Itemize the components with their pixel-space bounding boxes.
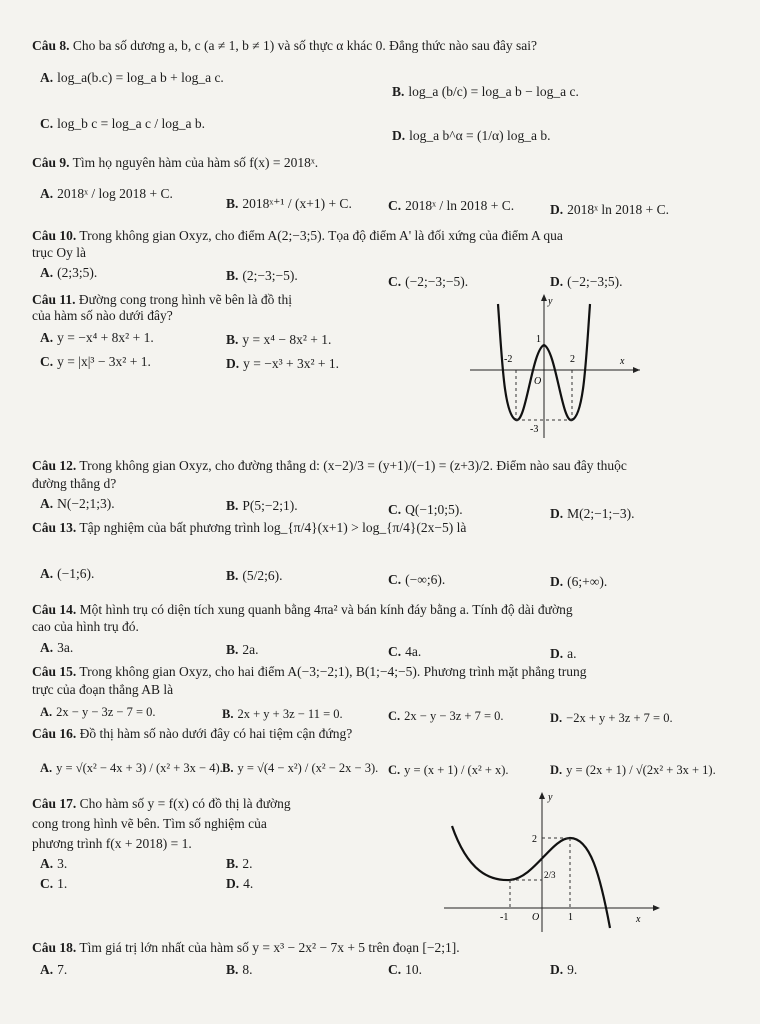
q12-option-a[interactable]: A. N(−2;1;3). (40, 496, 115, 511)
question-12 (32, 458, 627, 474)
x-axis-label: x (620, 356, 625, 367)
q12-option-c[interactable]: C. Q(−1;0;5). (388, 502, 463, 517)
tick-y-2: 2 (532, 834, 537, 845)
q14-option-a[interactable]: A. 3a. (40, 640, 74, 655)
q16-option-b[interactable]: B. y = √(4 − x²) / (x² − 2x − 3). (222, 761, 379, 775)
q10-option-d[interactable]: D. (−2;−3;5). (550, 274, 623, 289)
q13-option-d[interactable]: D. (6;+∞). (550, 574, 608, 589)
tick-neg3: -3 (530, 424, 539, 435)
question-13-text: Tập nghiệm của bất phương trình log_{π/4}(x+1) > log_{π/4}(2x−5) là (79, 520, 467, 535)
question-17-text-cont2: phương trình f(x + 2018) = 1. (32, 836, 192, 851)
q11-option-c[interactable]: C. y = |x|³ − 3x² + 1. (40, 354, 151, 369)
q11-option-b[interactable]: B. y = x⁴ − 8x² + 1. (226, 332, 332, 347)
q18-option-c[interactable]: C. 10. (388, 962, 422, 977)
y-axis-arrow-icon (539, 792, 545, 799)
question-9-number: Câu 9. (32, 155, 70, 170)
question-16 (32, 726, 352, 742)
tick-neg2: -2 (504, 354, 513, 365)
tick-2: 2 (570, 354, 575, 365)
x-axis-arrow-icon (633, 367, 640, 373)
q11-option-a[interactable]: A. y = −x⁴ + 8x² + 1. (40, 330, 154, 345)
q13-option-b[interactable]: B. (5/2;6). (226, 568, 283, 583)
question-13-number: Câu 13. (32, 520, 77, 535)
tick-x-1: 1 (568, 912, 573, 923)
tick-x-neg1: -1 (500, 912, 509, 923)
question-15-number: Câu 15. (32, 664, 77, 679)
q8-option-d[interactable]: D. log_a b^α = (1/α) log_a b. (392, 128, 551, 143)
q15-option-a[interactable]: A. 2x − y − 3z − 7 = 0. (40, 705, 156, 719)
y-axis-label: y (548, 296, 553, 307)
q15-option-b[interactable]: B. 2x + y + 3z − 11 = 0. (222, 707, 343, 721)
q13-option-a[interactable]: A. (−1;6). (40, 566, 95, 581)
q11-quartic-graph (470, 290, 650, 440)
q12-option-d[interactable]: D. M(2;−1;−3). (550, 506, 635, 521)
q12-option-b[interactable]: B. P(5;−2;1). (226, 498, 298, 513)
question-16-text: Đồ thị hàm số nào dưới đây có hai tiệm cận đứng? (79, 726, 353, 741)
q8-option-c[interactable]: C. log_b c = log_a c / log_a b. (40, 116, 205, 131)
question-10 (32, 228, 563, 244)
question-17-text: Cho hàm số y = f(x) có đồ thị là đường (79, 796, 291, 811)
question-15-text: Trong không gian Oxyz, cho hai điểm A(−3;−2;1), B(1;−4;−5). Phương trình mặt phẳng trung (79, 664, 587, 679)
q13-option-c[interactable]: C. (−∞;6). (388, 572, 446, 587)
q17-cubic-graph (440, 786, 670, 934)
origin-label: O (534, 376, 542, 387)
question-14 (32, 602, 573, 618)
q16-option-d[interactable]: D. y = (2x + 1) / √(2x² + 3x + 1). (550, 763, 716, 777)
q18-option-b[interactable]: B. 8. (226, 962, 253, 977)
question-12-text-cont: đường thẳng d? (32, 476, 117, 491)
cubic-curve (452, 826, 610, 928)
x-axis-label: x (636, 914, 641, 925)
question-15-text-cont: trực của đoạn thẳng AB là (32, 682, 174, 697)
question-10-text: Trong không gian Oxyz, cho điểm A(2;−3;5). Tọa độ điểm A' là đối xứng của điểm A qua (79, 228, 563, 243)
question-11 (32, 292, 292, 308)
q8-option-a[interactable]: A. log_a(b.c) = log_a b + log_a c. (40, 70, 224, 85)
tick-1: 1 (536, 334, 541, 345)
question-8 (32, 38, 537, 54)
q9-option-a[interactable]: A. 2018ˣ / log 2018 + C. (40, 186, 173, 201)
question-17-text-cont: cong trong hình vẽ bên. Tìm số nghiệm của (32, 816, 267, 831)
question-12-text: Trong không gian Oxyz, cho đường thẳng d: (x−2)/3 = (y+1)/(−1) = (z+3)/2. Điểm nào sau đây thuộc (79, 458, 627, 473)
question-18-number: Câu 18. (32, 940, 77, 955)
question-10-number: Câu 10. (32, 228, 77, 243)
q17-option-b[interactable]: B. 2. (226, 856, 253, 871)
question-12-number: Câu 12. (32, 458, 77, 473)
q8-option-b[interactable]: B. log_a (b/c) = log_a b − log_a c. (392, 84, 579, 99)
question-17 (32, 796, 291, 812)
q15-option-c[interactable]: C. 2x − y − 3z + 7 = 0. (388, 709, 504, 723)
y-axis-arrow-icon (541, 294, 547, 301)
q15-option-d[interactable]: D. −2x + y + 3z + 7 = 0. (550, 711, 673, 725)
question-18-text: Tìm giá trị lớn nhất của hàm số y = x³ − 2x² − 7x + 5 trên đoạn [−2;1]. (79, 940, 460, 955)
q10-option-b[interactable]: B. (2;−3;−5). (226, 268, 298, 283)
q14-option-d[interactable]: D. a. (550, 646, 577, 661)
q16-option-a[interactable]: A. y = √(x² − 4x + 3) / (x² + 3x − 4). (40, 761, 223, 775)
q9-option-b[interactable]: B. 2018ˣ⁺¹ / (x+1) + C. (226, 196, 352, 211)
question-17-number: Câu 17. (32, 796, 77, 811)
question-11-number: Câu 11. (32, 292, 76, 307)
question-11-text: Đường cong trong hình vẽ bên là đồ thị (78, 292, 293, 307)
q9-option-c[interactable]: C. 2018ˣ / ln 2018 + C. (388, 198, 515, 213)
q18-option-a[interactable]: A. 7. (40, 962, 68, 977)
question-8-text: Cho ba số dương a, b, c (a ≠ 1, b ≠ 1) và số thực α khác 0. Đẳng thức nào sau đây sai? (72, 38, 538, 53)
q18-option-d[interactable]: D. 9. (550, 962, 578, 977)
question-9-text: Tìm họ nguyên hàm của hàm số f(x) = 2018ˣ. (72, 155, 319, 170)
q11-option-d[interactable]: D. y = −x³ + 3x² + 1. (226, 356, 340, 371)
question-13 (32, 520, 466, 536)
q14-option-b[interactable]: B. 2a. (226, 642, 259, 657)
tick-y-2-3: 2/3 (544, 870, 556, 880)
origin-label: O (532, 912, 540, 923)
q10-option-a[interactable]: A. (2;3;5). (40, 265, 98, 280)
q17-option-c[interactable]: C. 1. (40, 876, 68, 891)
question-14-text: Một hình trụ có diện tích xung quanh bằng 4πa² và bán kính đáy bằng a. Tính độ dài đường (79, 602, 573, 617)
question-15 (32, 664, 587, 680)
q17-option-a[interactable]: A. 3. (40, 856, 68, 871)
q9-option-d[interactable]: D. 2018ˣ ln 2018 + C. (550, 202, 670, 217)
question-14-text-cont: cao của hình trụ đó. (32, 619, 139, 634)
x-axis-arrow-icon (653, 905, 660, 911)
q14-option-c[interactable]: C. 4a. (388, 644, 422, 659)
question-18 (32, 940, 460, 956)
y-axis-label: y (548, 792, 553, 803)
question-10-text-cont: trục Oy là (32, 245, 86, 260)
question-9 (32, 155, 318, 171)
q17-option-d[interactable]: D. 4. (226, 876, 254, 891)
question-14-number: Câu 14. (32, 602, 77, 617)
question-16-number: Câu 16. (32, 726, 77, 741)
q16-option-c[interactable]: C. y = (x + 1) / (x² + x). (388, 763, 509, 777)
q10-option-c[interactable]: C. (−2;−3;−5). (388, 274, 469, 289)
question-8-number: Câu 8. (32, 38, 70, 53)
question-11-text-cont: của hàm số nào dưới đây? (32, 308, 173, 323)
